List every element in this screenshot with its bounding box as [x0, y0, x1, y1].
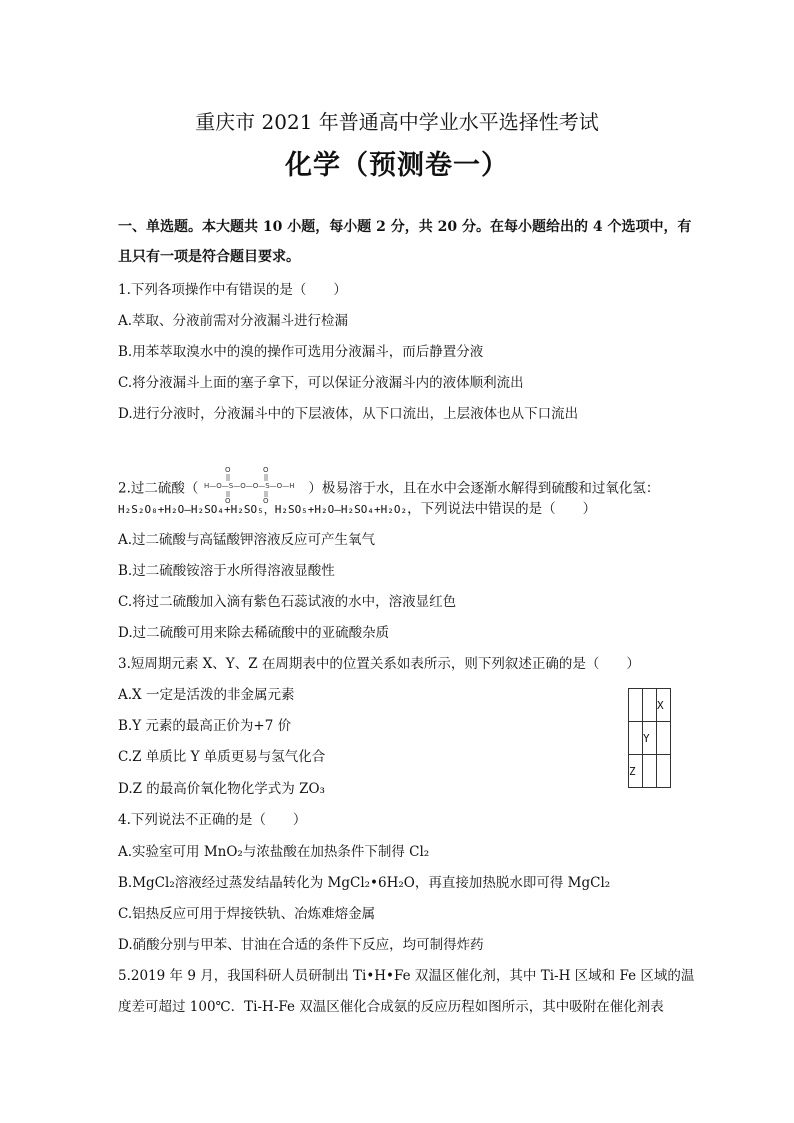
periodic-table-fragment: [628, 688, 671, 788]
q3-stem: 3.短周期元素 X、Y、Z 在周期表中的位置关系如表所示，则下列叙述正确的是（ ）: [118, 656, 640, 672]
q2-stem-end: ）极易溶于水，且在水中会逐渐水解得到硫酸和过氧化氢：: [308, 480, 660, 497]
q4-option-a: A.实验室可用 MnO₂与浓盐酸在加热条件下制得 Cl₂: [118, 844, 430, 860]
q1-option-c: C.将分液漏斗上面的塞子拿下，可以保证分液漏斗内的液体顺利流出: [118, 375, 524, 391]
q3-option-c: C.Z 单质比 Y 单质更易与氢气化合: [118, 749, 326, 765]
q3-option-a: A.X 一定是活泼的非金属元素: [118, 687, 295, 703]
q1-option-a: A.萃取、分液前需对分液漏斗进行检漏: [118, 313, 349, 329]
q3-option-b: B.Y 元素的最高正价为+7 价: [118, 718, 292, 734]
structure-o-top-2: O: [263, 466, 269, 474]
q1-option-b: B.用苯萃取溴水中的溴的操作可选用分液漏斗，而后静置分液: [118, 344, 484, 360]
structure-o-bottom-1: O: [225, 497, 231, 505]
structure-o-bottom-2: O: [263, 497, 269, 505]
section-instruction-line2: 且只有一项是符合题目要求。: [118, 249, 300, 265]
exam-title: 重庆市 2021 年普通高中学业水平选择性考试: [195, 110, 599, 134]
q2-option-c: C.将过二硫酸加入滴有紫色石蕊试液的水中，溶液显红色: [118, 594, 457, 610]
q2-option-b: B.过二硫酸铵溶于水所得溶液显酸性: [118, 563, 335, 579]
q2-option-d: D.过二硫酸可用来除去稀硫酸中的亚硫酸杂质: [118, 625, 390, 641]
paper-subtitle: 化学（预测卷一）: [285, 150, 509, 181]
peroxydisulfuric-acid-structure: [198, 465, 308, 505]
q2-equations: [118, 500, 596, 519]
cell-z: Z: [629, 755, 643, 788]
q2-option-a: A.过二硫酸与高锰酸钾溶液反应可产生氧气: [118, 532, 376, 548]
q1-option-d: D.进行分液时，分液漏斗中的下层液体，从下口流出，上层液体也从下口流出: [118, 406, 579, 422]
q2-stem-start: 2.过二硫酸（: [118, 480, 199, 497]
q4-option-d: D.硝酸分别与甲苯、甘油在合适的条件下反应，均可制得炸药: [118, 937, 484, 953]
q2-hydrolysis-equations: H₂S₂O₈+H₂O—H₂SO₄+H₂SO₅，H₂SO₅+H₂O—H₂SO₄+H₂O₂: [118, 503, 408, 516]
q4-stem: 4.下列说法不正确的是（ ）: [118, 812, 307, 828]
q3-option-d: D.Z 的最高价氧化物化学式为 ZO₃: [118, 781, 325, 797]
q5-line2: 度差可超过 100℃．Ti-H-Fe 双温区催化合成氨的反应历程如图所示，其中吸附在催化剂表: [118, 999, 664, 1015]
q2-equation-tail: ，下列说法中错误的是（ ）: [407, 501, 597, 517]
cell-x: X: [657, 689, 671, 722]
structure-o-top-1: O: [225, 466, 231, 474]
q4-option-b: B.MgCl₂溶液经过蒸发结晶转化为 MgCl₂•6H₂O，再直接加热脱水即可得 MgCl₂: [118, 875, 611, 891]
q5-line1: 5.2019 年 9 月，我国科研人员研制出 Ti•H•Fe 双温区催化剂，其中 Ti-H 区域和 Fe 区域的温: [118, 968, 695, 984]
cell-y: Y: [643, 722, 657, 755]
section-instruction-line1: 一、单选题。本大题共 10 小题，每小题 2 分，共 20 分。在每小题给出的 4 个选项中，有: [118, 219, 692, 235]
q4-option-c: C.铝热反应可用于焊接铁轨、冶炼难熔金属: [118, 906, 376, 922]
q1-stem: 1.下列各项操作中有错误的是（ ）: [118, 282, 347, 298]
structure-chain: H—O—S—O—O—S—O—H: [204, 482, 295, 490]
